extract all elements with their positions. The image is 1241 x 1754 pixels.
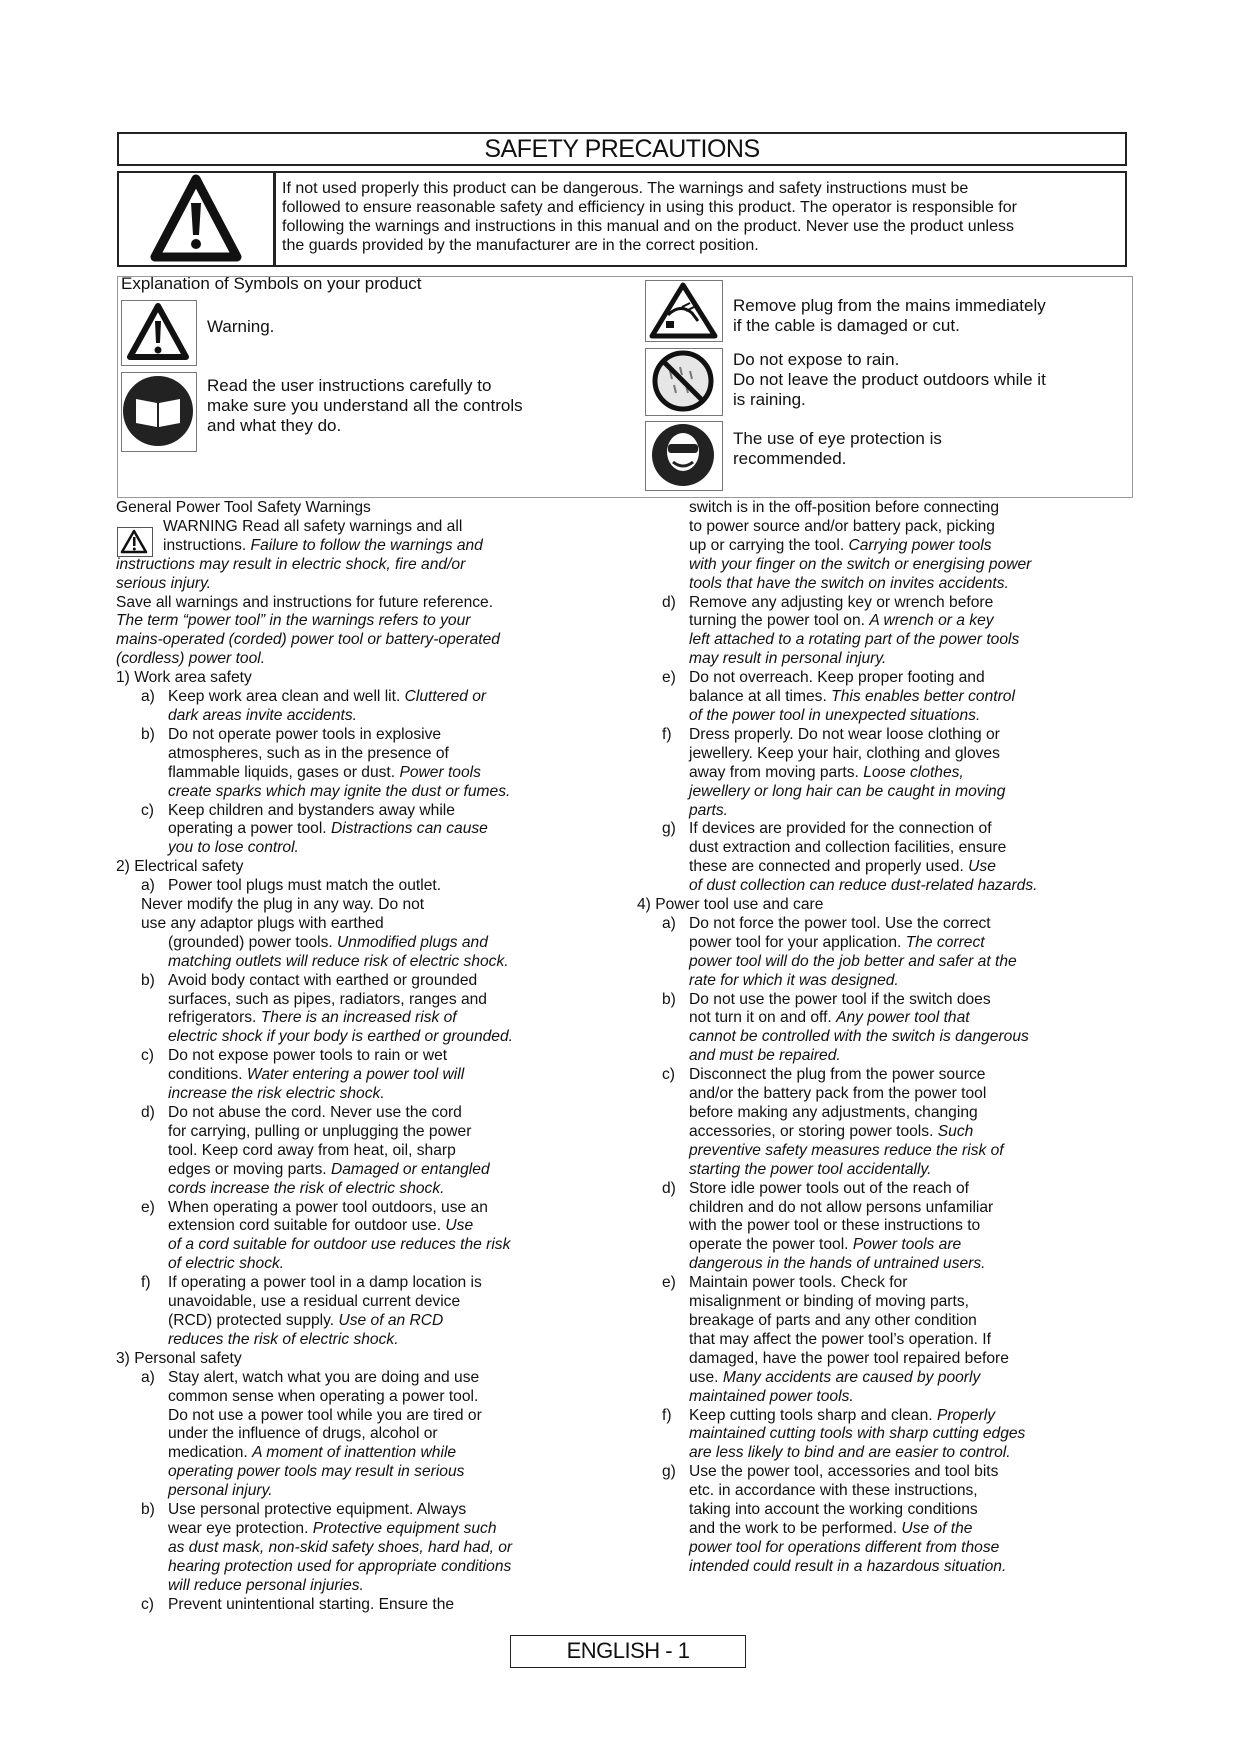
list-item-cont: power tool for operations different from those bbox=[689, 1538, 1000, 1556]
list-item-cont: these are connected and properly used. Use bbox=[689, 858, 996, 876]
list-item: c) Keep children and bystanders away while bbox=[141, 801, 455, 819]
list-item: b) Do not operate power tools in explosive bbox=[141, 725, 442, 743]
list-item-cont: and must be repaired. bbox=[689, 1047, 841, 1065]
list-item-cont: of dust collection can reduce dust-related hazards. bbox=[689, 877, 1038, 895]
symbol-rain-line: is raining. bbox=[733, 390, 806, 409]
left-column bbox=[116, 499, 636, 1614]
page-title: SAFETY PRECAUTIONS bbox=[484, 135, 760, 163]
list-item: e) Do not overreach. Keep proper footing and bbox=[662, 669, 985, 687]
page-footer bbox=[510, 1635, 746, 1668]
list-item-cont: away from moving parts. Loose clothes, bbox=[689, 763, 964, 781]
list-item-cont: left attached to a rotating part of the power tools bbox=[689, 631, 1020, 649]
list-item-cont: surfaces, such as pipes, radiators, ranges and bbox=[168, 990, 487, 1008]
title-box bbox=[117, 132, 1127, 166]
list-item-cont: not turn it on and off. Any power tool that bbox=[689, 1009, 970, 1027]
term-line: mains-operated (corded) power tool or battery-operated bbox=[116, 631, 500, 649]
list-item-cont: medication. A moment of inattention while bbox=[168, 1444, 457, 1462]
list-item-cont: before making any adjustments, changing bbox=[689, 1104, 978, 1121]
list-item-cont: cannot be controlled with the switch is dangerous bbox=[689, 1028, 1029, 1046]
list-item: a) Do not force the power tool. Use the correct bbox=[662, 914, 991, 932]
warning-line: instructions may result in electric shock, fire and/or bbox=[116, 555, 466, 573]
right-column bbox=[637, 499, 1127, 1577]
list-item-cont: extension cord suitable for outdoor use. Use bbox=[168, 1217, 474, 1235]
list-item-cont: that may affect the power tool’s operation. If bbox=[689, 1330, 991, 1348]
list-item-cont: under the influence of drugs, alcohol or bbox=[168, 1425, 438, 1443]
list-item-cont: matching outlets will reduce risk of electric shock. bbox=[168, 952, 509, 970]
list-item: d) Remove any adjusting key or wrench before bbox=[662, 593, 994, 611]
list-item-cont: create sparks which may ignite the dust or fumes. bbox=[168, 782, 511, 800]
list-item-cont: to power source and/or battery pack, picking bbox=[689, 517, 995, 535]
list-item-cont: cords increase the risk of electric shock. bbox=[168, 1179, 445, 1197]
symbols-title: Explanation of Symbols on your product bbox=[121, 274, 422, 293]
list-item-cont: use. Many accidents are caused by poorly bbox=[689, 1368, 981, 1386]
list-item-cont: power tool will do the job better and safer at the bbox=[689, 952, 1017, 970]
list-item-cont: with your finger on the switch or energising power bbox=[689, 555, 1032, 573]
symbol-read-line: and what they do. bbox=[207, 416, 342, 435]
list-item: c) Do not expose power tools to rain or wet bbox=[141, 1047, 448, 1065]
symbol-read-line: Read the user instructions carefully to bbox=[207, 376, 492, 395]
list-item-cont: switch is in the off-position before connecting bbox=[689, 499, 1000, 516]
list-item: e) Maintain power tools. Check for bbox=[662, 1274, 908, 1292]
save-instructions: Save all warnings and instructions for future reference. bbox=[116, 593, 494, 611]
list-item-cont: children and do not allow persons unfamiliar bbox=[689, 1198, 994, 1216]
list-item-cont: parts. bbox=[689, 801, 728, 819]
list-item-cont: etc. in accordance with these instructions, bbox=[689, 1482, 978, 1500]
list-item-cont: power tool for your application. The correct bbox=[689, 933, 985, 951]
page-number: ENGLISH - 1 bbox=[566, 1638, 690, 1663]
section-personal-safety: 3) Personal safety bbox=[116, 1349, 242, 1367]
warning-line: instructions. Failure to follow the warnings and bbox=[163, 536, 483, 554]
list-item-cont: tool. Keep cord away from heat, oil, sharp bbox=[168, 1141, 456, 1159]
warning-line: serious injury. bbox=[116, 574, 212, 592]
list-item-cont: conditions. Water entering a power tool will bbox=[168, 1066, 465, 1084]
symbol-rain-line: Do not expose to rain. bbox=[733, 350, 900, 369]
list-item-cont: as dust mask, non-skid safety shoes, hard had, or bbox=[168, 1538, 513, 1556]
list-item-cont: tools that have the switch on invites accidents. bbox=[689, 574, 1009, 592]
list-item-cont: starting the power tool accidentally. bbox=[689, 1160, 932, 1178]
list-item-cont: operating power tools may result in serious bbox=[168, 1463, 465, 1481]
list-item-cont: (RCD) protected supply. Use of an RCD bbox=[168, 1311, 444, 1329]
symbol-eye-line: The use of eye protection is bbox=[733, 429, 942, 448]
list-item: a) Power tool plugs must match the outlet. bbox=[141, 877, 442, 895]
list-item-cont: up or carrying the tool. Carrying power tools bbox=[689, 536, 992, 554]
list-item-cont: and the work to be performed. Use of the bbox=[689, 1519, 973, 1537]
symbol-warning-icon bbox=[121, 300, 197, 366]
remove-plug-icon bbox=[645, 280, 723, 342]
list-item-cont: refrigerators. There is an increased risk of bbox=[168, 1009, 457, 1027]
intro-line: followed to ensure reasonable safety and efficiency in using this product. The operator is responsible for bbox=[282, 199, 1017, 216]
list-item-cont: unavoidable, use a residual current device bbox=[168, 1293, 461, 1311]
list-item-cont: hearing protection used for appropriate conditions bbox=[168, 1557, 512, 1575]
list-item-cont: intended could result in a hazardous situation. bbox=[689, 1557, 1007, 1575]
warning-icon-frame bbox=[117, 171, 275, 267]
symbol-read-line: make sure you understand all the controls bbox=[207, 396, 523, 415]
section-electrical: 2) Electrical safety bbox=[116, 858, 244, 876]
symbol-plug-text bbox=[733, 296, 1046, 336]
list-item-cont: dangerous in the hands of untrained users. bbox=[689, 1255, 986, 1273]
list-item: b) Do not use the power tool if the switch does bbox=[662, 990, 991, 1008]
no-rain-icon bbox=[645, 348, 723, 416]
intro-line: If not used properly this product can be dangerous. The warnings and safety instructions must be bbox=[282, 180, 969, 197]
list-item: d) Do not abuse the cord. Never use the cord bbox=[141, 1104, 462, 1121]
list-item-cont: use any adaptor plugs with earthed bbox=[141, 914, 384, 932]
list-item: c) Prevent unintentional starting. Ensure the bbox=[141, 1595, 455, 1613]
list-item-cont: balance at all times. This enables better control bbox=[689, 688, 1015, 706]
read-manual-icon bbox=[121, 372, 197, 452]
list-item-cont: dust extraction and collection facilities, ensure bbox=[689, 839, 1007, 857]
list-item-cont: may result in personal injury. bbox=[689, 650, 887, 668]
list-item: e) When operating a power tool outdoors, use an bbox=[141, 1198, 488, 1216]
list-item: g) Use the power tool, accessories and tool bits bbox=[662, 1463, 999, 1481]
list-item: f) Keep cutting tools sharp and clean. Properly bbox=[662, 1406, 996, 1424]
list-item-cont: are less likely to bind and are easier to control. bbox=[689, 1444, 1011, 1462]
general-warnings-heading: General Power Tool Safety Warnings bbox=[116, 499, 371, 516]
list-item-cont: of the power tool in unexpected situations. bbox=[689, 706, 981, 724]
symbol-rain-text bbox=[733, 350, 1046, 410]
list-item-cont: of electric shock. bbox=[168, 1255, 285, 1273]
list-item: c) Disconnect the plug from the power source bbox=[662, 1066, 986, 1084]
warning-line: WARNING Read all safety warnings and all bbox=[163, 517, 463, 535]
list-item-cont: edges or moving parts. Damaged or entangled bbox=[168, 1160, 490, 1178]
list-item-cont: damaged, have the power tool repaired before bbox=[689, 1349, 1009, 1367]
term-line: The term “power tool” in the warnings refers to your bbox=[116, 612, 471, 630]
list-item: g) If devices are provided for the connection of bbox=[662, 820, 992, 838]
symbol-read-text bbox=[207, 376, 523, 436]
list-item: d) Store idle power tools out of the reach of bbox=[662, 1179, 969, 1197]
intro-line: the guards provided by the manufacturer are in the correct position. bbox=[282, 237, 759, 254]
symbol-plug-line: Remove plug from the mains immediately bbox=[733, 296, 1046, 315]
symbol-eye-text bbox=[733, 429, 942, 469]
list-item-cont: Never modify the plug in any way. Do not bbox=[141, 896, 425, 914]
warning-triangle-icon bbox=[119, 173, 273, 265]
list-item-cont: Do not use a power tool while you are tired or bbox=[168, 1406, 482, 1424]
list-item-cont: accessories, or storing power tools. Such bbox=[689, 1122, 974, 1140]
list-item-cont: turning the power tool on. A wrench or a key bbox=[689, 612, 994, 630]
list-item-cont: atmospheres, such as in the presence of bbox=[168, 744, 449, 762]
eye-protection-icon bbox=[645, 421, 723, 491]
list-item-cont: dark areas invite accidents. bbox=[168, 706, 357, 724]
list-item-cont: operate the power tool. Power tools are bbox=[689, 1236, 962, 1254]
list-item-cont: flammable liquids, gases or dust. Power tools bbox=[168, 763, 481, 781]
section-tool-use: 4) Power tool use and care bbox=[637, 896, 824, 914]
list-item-cont: increase the risk electric shock. bbox=[168, 1085, 385, 1103]
list-item-cont: will reduce personal injuries. bbox=[168, 1576, 364, 1594]
list-item-cont: electric shock if your body is earthed or grounded. bbox=[168, 1028, 513, 1046]
symbol-warning-text: Warning. bbox=[207, 317, 275, 336]
list-item-cont: wear eye protection. Protective equipment such bbox=[168, 1519, 497, 1537]
term-line: (cordless) power tool. bbox=[116, 650, 266, 668]
symbol-eye-line: recommended. bbox=[733, 449, 847, 468]
list-item-cont: maintained power tools. bbox=[689, 1387, 854, 1405]
list-item-cont: jewellery. Keep your hair, clothing and gloves bbox=[689, 744, 1000, 762]
list-item-cont: for carrying, pulling or unplugging the power bbox=[168, 1122, 472, 1140]
list-item: f) If operating a power tool in a damp location is bbox=[141, 1274, 482, 1292]
intro-line: following the warnings and instructions in this manual and on the product. Never use the product unless bbox=[282, 218, 1014, 235]
list-item-cont: you to lose control. bbox=[168, 839, 299, 857]
list-item-cont: reduces the risk of electric shock. bbox=[168, 1330, 399, 1348]
list-item-cont: with the power tool or these instructions to bbox=[689, 1217, 981, 1235]
list-item-cont: and/or the battery pack from the power tool bbox=[689, 1085, 987, 1103]
list-item-cont: (grounded) power tools. Unmodified plugs and bbox=[168, 933, 488, 951]
list-item: b) Avoid body contact with earthed or grounded bbox=[141, 971, 478, 989]
symbol-rain-line: Do not leave the product outdoors while it bbox=[733, 370, 1046, 389]
list-item-cont: misalignment or binding of moving parts, bbox=[689, 1293, 969, 1311]
list-item-cont: of a cord suitable for outdoor use reduces the risk bbox=[168, 1236, 511, 1254]
list-item: a) Stay alert, watch what you are doing and use bbox=[141, 1368, 480, 1386]
list-item: b) Use personal protective equipment. Always bbox=[141, 1501, 467, 1519]
list-item-cont: maintained cutting tools with sharp cutting edges bbox=[689, 1425, 1026, 1443]
list-item-cont: rate for which it was designed. bbox=[689, 971, 899, 989]
list-item-cont: taking into account the working conditions bbox=[689, 1501, 978, 1519]
list-item-cont: common sense when operating a power tool. bbox=[168, 1387, 479, 1405]
list-item-cont: jewellery or long hair can be caught in moving bbox=[689, 782, 1006, 800]
list-item: a) Keep work area clean and well lit. Cluttered or bbox=[141, 688, 487, 706]
section-work-area: 1) Work area safety bbox=[116, 669, 252, 687]
list-item-cont: personal injury. bbox=[168, 1482, 273, 1500]
symbol-plug-line: if the cable is damaged or cut. bbox=[733, 316, 960, 335]
list-item-cont: breakage of parts and any other condition bbox=[689, 1311, 977, 1329]
intro-paragraph bbox=[282, 179, 1182, 255]
list-item-cont: operating a power tool. Distractions can cause bbox=[168, 820, 488, 838]
list-item-cont: preventive safety measures reduce the risk of bbox=[689, 1141, 1004, 1159]
list-item: f) Dress properly. Do not wear loose clothing or bbox=[662, 725, 1000, 743]
